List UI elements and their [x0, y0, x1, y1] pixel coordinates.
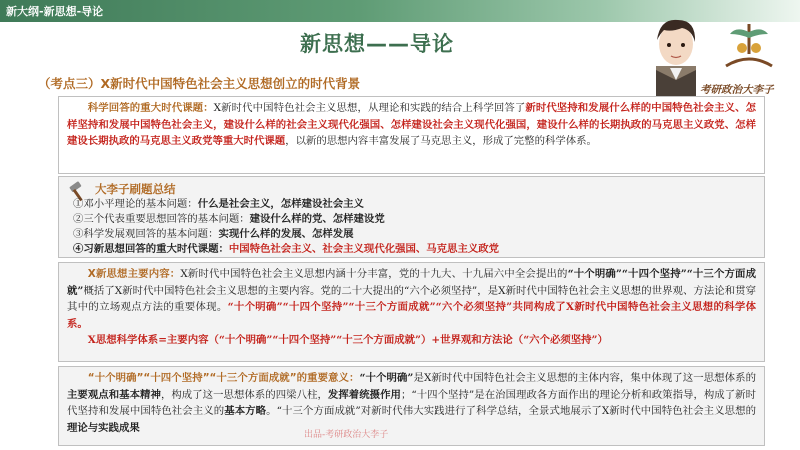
era-topics-paragraph — [67, 100, 756, 150]
main-content-text: X新时代中国特色社会主义思想内涵十分丰富，党的十九大、十九届六中全会提出的 — [180, 268, 568, 280]
era-topics-highlight: 新时代坚持和发展什么样的中国特色社会主义、怎样坚持和发展中国特色社会主义，建设什么样的社会主义现代化强国、怎样建设社会主义现代化强国，建设什么样的长期执政的马克思主义政党、怎样建设长期执政的马克思主义政党等重大时代课题 — [67, 102, 756, 148]
list-item — [73, 242, 499, 257]
significance-text: 是X新时代中国特色社会主义思想的主体内容，集中体现了这一思想体系的 — [413, 372, 756, 384]
significance-keyword: 理论与实践成果 — [67, 421, 140, 434]
list-item — [73, 197, 499, 212]
page-title: 新思想——导论 — [300, 32, 454, 56]
item-question: 科学发展观回答的基本问题： — [83, 228, 219, 240]
item-question: 邓小平理论的基本问题： — [83, 198, 198, 210]
main-content-highlight: “十个明确”“十四个坚持”“十三个方面成就”“六个必须坚持”共同构成了X新时代中国特色社会主义思想的科学体系。 — [67, 301, 757, 330]
main-content-keywords: “十个明确”“十四个坚持”“十三个方面成就” — [67, 268, 756, 297]
item-number: ① — [73, 198, 84, 210]
item-number: ② — [73, 213, 84, 225]
item-question: 习新思想回答的重大时代课题： — [83, 243, 229, 255]
summary-box — [58, 176, 765, 258]
item-answer: 实现什么样的发展、怎样发展 — [218, 228, 354, 240]
item-answer: 中国特色社会主义、社会主义现代化强国、马克思主义政党 — [228, 243, 500, 255]
significance-text: 。“十三个方面成就”对新时代伟大实践进行了科学总结，全景式地展示了X新时代中国特色社会主义思想的 — [266, 405, 757, 418]
list-item — [73, 227, 499, 242]
era-topics-box — [58, 96, 765, 174]
main-content-text: 。党的二十大提出的“六个必须坚持”，是X新时代中国特色社会主义思想的世界观、方法论和贯穿其中的立场观点方法的重要体现。 — [67, 284, 756, 314]
main-content-paragraph — [67, 266, 756, 332]
section-subtitle: （考点三）X新时代中国特色社会主义思想创立的时代背景 — [38, 76, 361, 91]
era-topics-text: X新时代中国特色社会主义思想，从理论和实践的结合上科学回答了 — [213, 102, 526, 114]
summary-list — [73, 197, 499, 257]
significance-keyword: 基本方略 — [224, 405, 267, 418]
formula-line: X思想科学体系=主要内容（“十个明确”“十四个坚持”“十三个方面成就”）+世界观和方法论（“六个必须坚持”） — [87, 334, 608, 347]
significance-paragraph — [67, 370, 756, 436]
watermark: 出品-考研政治大李子 — [304, 430, 389, 440]
item-question: 三个代表重要思想回答的基本问题： — [83, 213, 250, 225]
significance-keyword: 主要观点和基本精神 — [67, 388, 161, 401]
significance-keyword: 发挥着统摄作用 — [327, 388, 401, 401]
brand-logo-text: 考研政治大李子 — [700, 84, 774, 96]
main-content-text: 概括了X新时代中国特色社会主义思想的主要内容 — [83, 284, 311, 297]
main-content-label: X新思想主要内容： — [87, 268, 181, 280]
main-content-box — [58, 262, 765, 362]
item-number: ③ — [73, 228, 84, 240]
significance-keyword: “十个明确” — [359, 372, 414, 384]
significance-text: ，构成了这一思想体系的四梁八柱， — [160, 388, 328, 401]
significance-text: ；“十四个坚持”是在治国理政各方面作出的理论分析和政策指导，构成了新时代坚持和发展中国特色社会主义的 — [67, 388, 757, 418]
brand-logo — [718, 18, 780, 78]
item-answer: 什么是社会主义，怎样建设社会主义 — [197, 198, 364, 210]
breadcrumb: 新大纲-新思想-导论 — [6, 5, 104, 18]
significance-label: “十个明确”“十四个坚持”“十三个方面成就”的重要意义： — [87, 372, 360, 384]
item-answer: 建设什么样的党、怎样建设党 — [249, 213, 385, 225]
significance-box — [58, 366, 765, 446]
list-item — [73, 212, 499, 227]
era-topics-label: 科学回答的重大时代课题： — [87, 102, 214, 114]
era-topics-text-end: ，以新的思想内容丰富发展了马克思主义，形成了完整的科学体系。 — [285, 135, 597, 148]
summary-title: 大李子刷题总结 — [95, 182, 176, 196]
item-number: ④ — [73, 243, 84, 255]
